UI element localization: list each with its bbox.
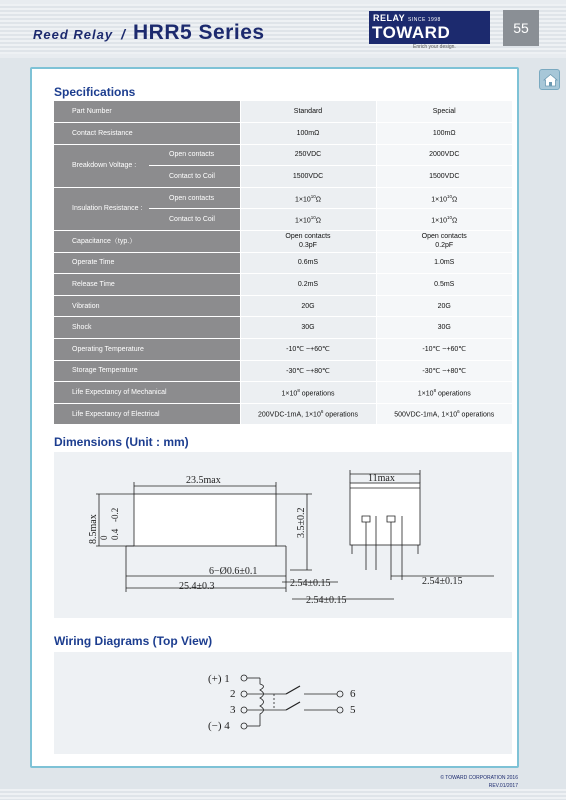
- cell-standard: 0.6mS: [240, 252, 376, 274]
- table-row: [54, 231, 512, 253]
- row-label: Shock: [54, 317, 240, 339]
- dim-pitch-bottom: 2.54±0.15: [306, 595, 347, 606]
- wiring-svg: [54, 652, 512, 754]
- cell-standard: 200VDC-1mA, $1\times 10^6$ operations: [240, 403, 376, 425]
- specifications-table: [54, 101, 512, 425]
- row-label: Part Number: [54, 101, 240, 123]
- row-label: Breakdown Voltage :: [54, 144, 149, 187]
- cell-standard: $1\times 10^{10}\Omega$: [240, 209, 376, 231]
- cell-standard: 250VDC: [240, 144, 376, 166]
- cell-standard: 30G: [240, 317, 376, 339]
- logo-tagline: Enrich your design.: [413, 44, 456, 50]
- table-row: [54, 360, 512, 382]
- dim-pin-diameter: 6−Ø0.6±0.1: [209, 566, 258, 577]
- cell-standard: -30℃ ~+80℃: [240, 360, 376, 382]
- pin-4-label: (−) 4: [208, 720, 230, 732]
- page-number: 55: [503, 10, 539, 46]
- cell-standard: $1\times 10^{10}\Omega$: [240, 187, 376, 209]
- pin-5-label: 5: [350, 704, 356, 716]
- dim-pin-length: 3.5±0.2: [296, 507, 307, 538]
- cell-standard: $1\times 10^8$ operations: [240, 382, 376, 404]
- table-row: [54, 339, 512, 361]
- row-label: Insulation Resistance :: [54, 187, 149, 230]
- dim-length-label: 23.5max: [186, 475, 221, 486]
- row-label: Life Expectancy of Mechanical: [54, 382, 240, 404]
- logo-brand: TOWARD: [372, 23, 451, 42]
- cell-standard: 0.2mS: [240, 274, 376, 296]
- home-icon: [543, 73, 558, 88]
- table-row: [54, 101, 512, 123]
- cell-special: 1.0mS: [376, 252, 512, 274]
- dim-offset-label: 0.4: [110, 528, 120, 540]
- row-label: Release Time: [54, 274, 240, 296]
- series-title: [33, 21, 265, 45]
- row-label: Life Expectancy of Electrical: [54, 403, 240, 425]
- table-row: [54, 403, 512, 425]
- table-row: [54, 144, 512, 166]
- cell-standard: -10℃ ~+60℃: [240, 339, 376, 361]
- table-row: [54, 187, 512, 209]
- cell-special: 20G: [376, 295, 512, 317]
- cell-special: $1\times 10^{10}\Omega$: [376, 187, 512, 209]
- logo-since: SINCE 1998: [408, 17, 441, 23]
- row-sublabel: Contact to Coil: [149, 209, 240, 231]
- series-small: Reed Relay: [33, 27, 114, 42]
- cell-special: 500VDC-1mA, $1\times 10^6$ operations: [376, 403, 512, 425]
- revision: REV.01/2017: [488, 783, 518, 789]
- dim-pitch: 2.54±0.15: [290, 578, 331, 589]
- cell-standard: Standard: [240, 101, 376, 123]
- wiring-title: Wiring Diagrams (Top View): [54, 634, 213, 648]
- cell-special: -10℃ ~+60℃: [376, 339, 512, 361]
- pin-3-label: 3: [230, 704, 236, 716]
- cell-special: $1\times 10^{10}\Omega$: [376, 209, 512, 231]
- cell-special: 0.5mS: [376, 274, 512, 296]
- row-label: Operate Time: [54, 252, 240, 274]
- specifications-title: Specifications: [54, 85, 136, 99]
- cell-special: 100mΩ: [376, 123, 512, 145]
- cell-special: -30℃ ~+80℃: [376, 360, 512, 382]
- row-label: Operating Temperature: [54, 339, 240, 361]
- wiring-diagram: [54, 652, 512, 754]
- title-slash: /: [121, 26, 125, 42]
- copyright: © TOWARD CORPORATION 2016: [440, 775, 518, 781]
- row-label: Contact Resistance: [54, 123, 240, 145]
- dimensions-title: Dimensions (Unit : mm): [54, 435, 189, 449]
- table-row: [54, 123, 512, 145]
- footer-stripes: [0, 789, 566, 800]
- cell-standard: 20G: [240, 295, 376, 317]
- cell-standard: Open contacts 0.3pF: [240, 231, 376, 253]
- pin-1-label: (+) 1: [208, 673, 230, 685]
- table-row: [54, 252, 512, 274]
- row-label: Capacitance（typ.）: [54, 231, 240, 253]
- table-row: [54, 295, 512, 317]
- cell-special: 1500VDC: [376, 166, 512, 188]
- relay-body-side: [350, 483, 420, 545]
- dim-tol-top: 0: [99, 535, 109, 540]
- dim-pitch-total: 25.4±0.3: [179, 581, 215, 592]
- logo-top: RELAY: [373, 13, 406, 23]
- page-footer: [440, 774, 518, 790]
- cell-special: Special: [376, 101, 512, 123]
- relay-body-front: [134, 494, 276, 546]
- dim-height-label: 8.5max: [88, 514, 99, 544]
- dim-width: 11max: [368, 473, 395, 484]
- dim-tol-bottom: -0.2: [110, 507, 120, 522]
- table-row: [54, 317, 512, 339]
- row-sublabel: Open contacts: [149, 144, 240, 166]
- pin-2-label: 2: [230, 688, 236, 700]
- row-sublabel: Open contacts: [149, 187, 240, 209]
- home-button[interactable]: [539, 69, 560, 90]
- table-row: [54, 382, 512, 404]
- cell-standard: 1500VDC: [240, 166, 376, 188]
- pin-6-label: 6: [350, 688, 356, 700]
- cell-standard: 100mΩ: [240, 123, 376, 145]
- row-label: Vibration: [54, 295, 240, 317]
- dimensions-svg: [54, 452, 512, 618]
- cell-special: 30G: [376, 317, 512, 339]
- brand-logo: [369, 11, 490, 44]
- dimensions-drawing: [54, 452, 512, 618]
- row-sublabel: Contact to Coil: [149, 166, 240, 188]
- page-header: [0, 0, 566, 58]
- cell-special: Open contacts 0.2pF: [376, 231, 512, 253]
- table-row: [54, 274, 512, 296]
- dim-pitch-side: 2.54±0.15: [422, 576, 463, 587]
- cell-special: $1\times 10^8$ operations: [376, 382, 512, 404]
- cell-special: 2000VDC: [376, 144, 512, 166]
- series-big: HRR5 Series: [132, 21, 265, 44]
- row-label: Storage Temperature: [54, 360, 240, 382]
